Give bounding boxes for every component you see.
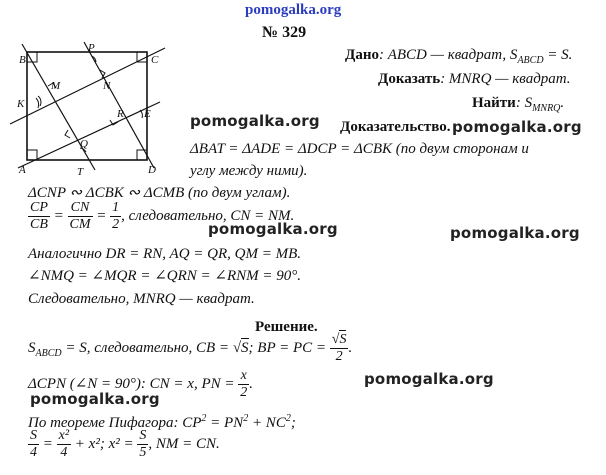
proof-line-7: Следовательно, MNRQ — квадрат.: [28, 291, 255, 307]
watermark: pomogalka.org: [364, 370, 494, 388]
proof-line-5: Аналогично DR = RN, AQ = QR, QM = MB.: [28, 246, 302, 262]
watermark: pomogalka.org: [190, 112, 320, 130]
label-n: N: [103, 80, 111, 92]
label-q: Q: [80, 138, 88, 150]
proof-line-2: углу между ними).: [190, 163, 308, 179]
line-ae: [18, 102, 160, 168]
proof-heading: Доказательство.: [340, 119, 451, 135]
prove-line: Доказать: MNRQ — квадрат.: [378, 71, 571, 87]
given-label: Дано: [345, 47, 379, 63]
label-e: E: [144, 108, 151, 120]
watermark: pomogalka.org: [30, 390, 160, 408]
solution-line-4: $\frac{S}{4}$ = $\frac{\text{x²}}{4}$ + x²; x² = $\frac{S}{5}$ , NM = CN.: [30, 428, 220, 460]
label-r: R: [117, 108, 124, 120]
solution-line-2: ΔCPN (∠N = 90°): CN = x, PN = $\frac{x}{2}$ .: [28, 368, 253, 400]
label-p: P: [88, 42, 95, 54]
solution-line-3: По теореме Пифагора: $CP^2 = PN^2 + NC^2$;: [28, 413, 296, 431]
solution-line-1: $S_{ABCD} = S$, следовательно, CB = √S; BP = PC = $\frac{√S}{2}$ .: [28, 332, 353, 364]
proof-line-6: ∠NMQ = ∠MQR = ∠QRN = ∠RNM = 90°.: [28, 268, 301, 284]
watermark: pomogalka.org: [450, 224, 580, 242]
proof-ratio-line: $\frac{CP}{CB}$ = $\frac{CN}{CM}$ = $\frac{1}{2}$ , следовательно, CN = NM.: [30, 200, 295, 232]
find-line: Найти: $S_{MNRQ}$.: [472, 95, 565, 114]
watermark: pomogalka.org: [208, 220, 338, 238]
solution-heading: Решение.: [255, 319, 318, 335]
label-c: C: [151, 54, 159, 66]
label-a: A: [19, 164, 26, 176]
watermark: pomogalka.org: [452, 118, 582, 136]
find-label: Найти: [472, 95, 516, 111]
problem-number: № 329: [262, 24, 307, 41]
sqrt-symbol: √: [331, 332, 340, 347]
proof-line-3: ΔCNP ∾ ΔCBK ∾ ΔCMB (по двум углам).: [28, 185, 291, 201]
given-line: Дано: ABCD — квадрат, $S_{ABCD} = S$.: [345, 47, 573, 66]
label-b: B: [19, 54, 26, 66]
proof-line-1: ΔBAT = ΔADE = ΔDCP = ΔCBK (по двум сторонам и: [190, 141, 529, 157]
watermark-top: pomogalka.org: [245, 2, 342, 18]
sqrt-symbol: √: [232, 339, 242, 356]
label-m: M: [51, 80, 61, 92]
label-d: D: [148, 164, 156, 176]
label-k: K: [17, 98, 25, 110]
line-dp: [84, 42, 154, 168]
prove-label: Доказать: [378, 71, 441, 87]
line-bt: [22, 44, 95, 170]
label-t: T: [77, 166, 84, 178]
